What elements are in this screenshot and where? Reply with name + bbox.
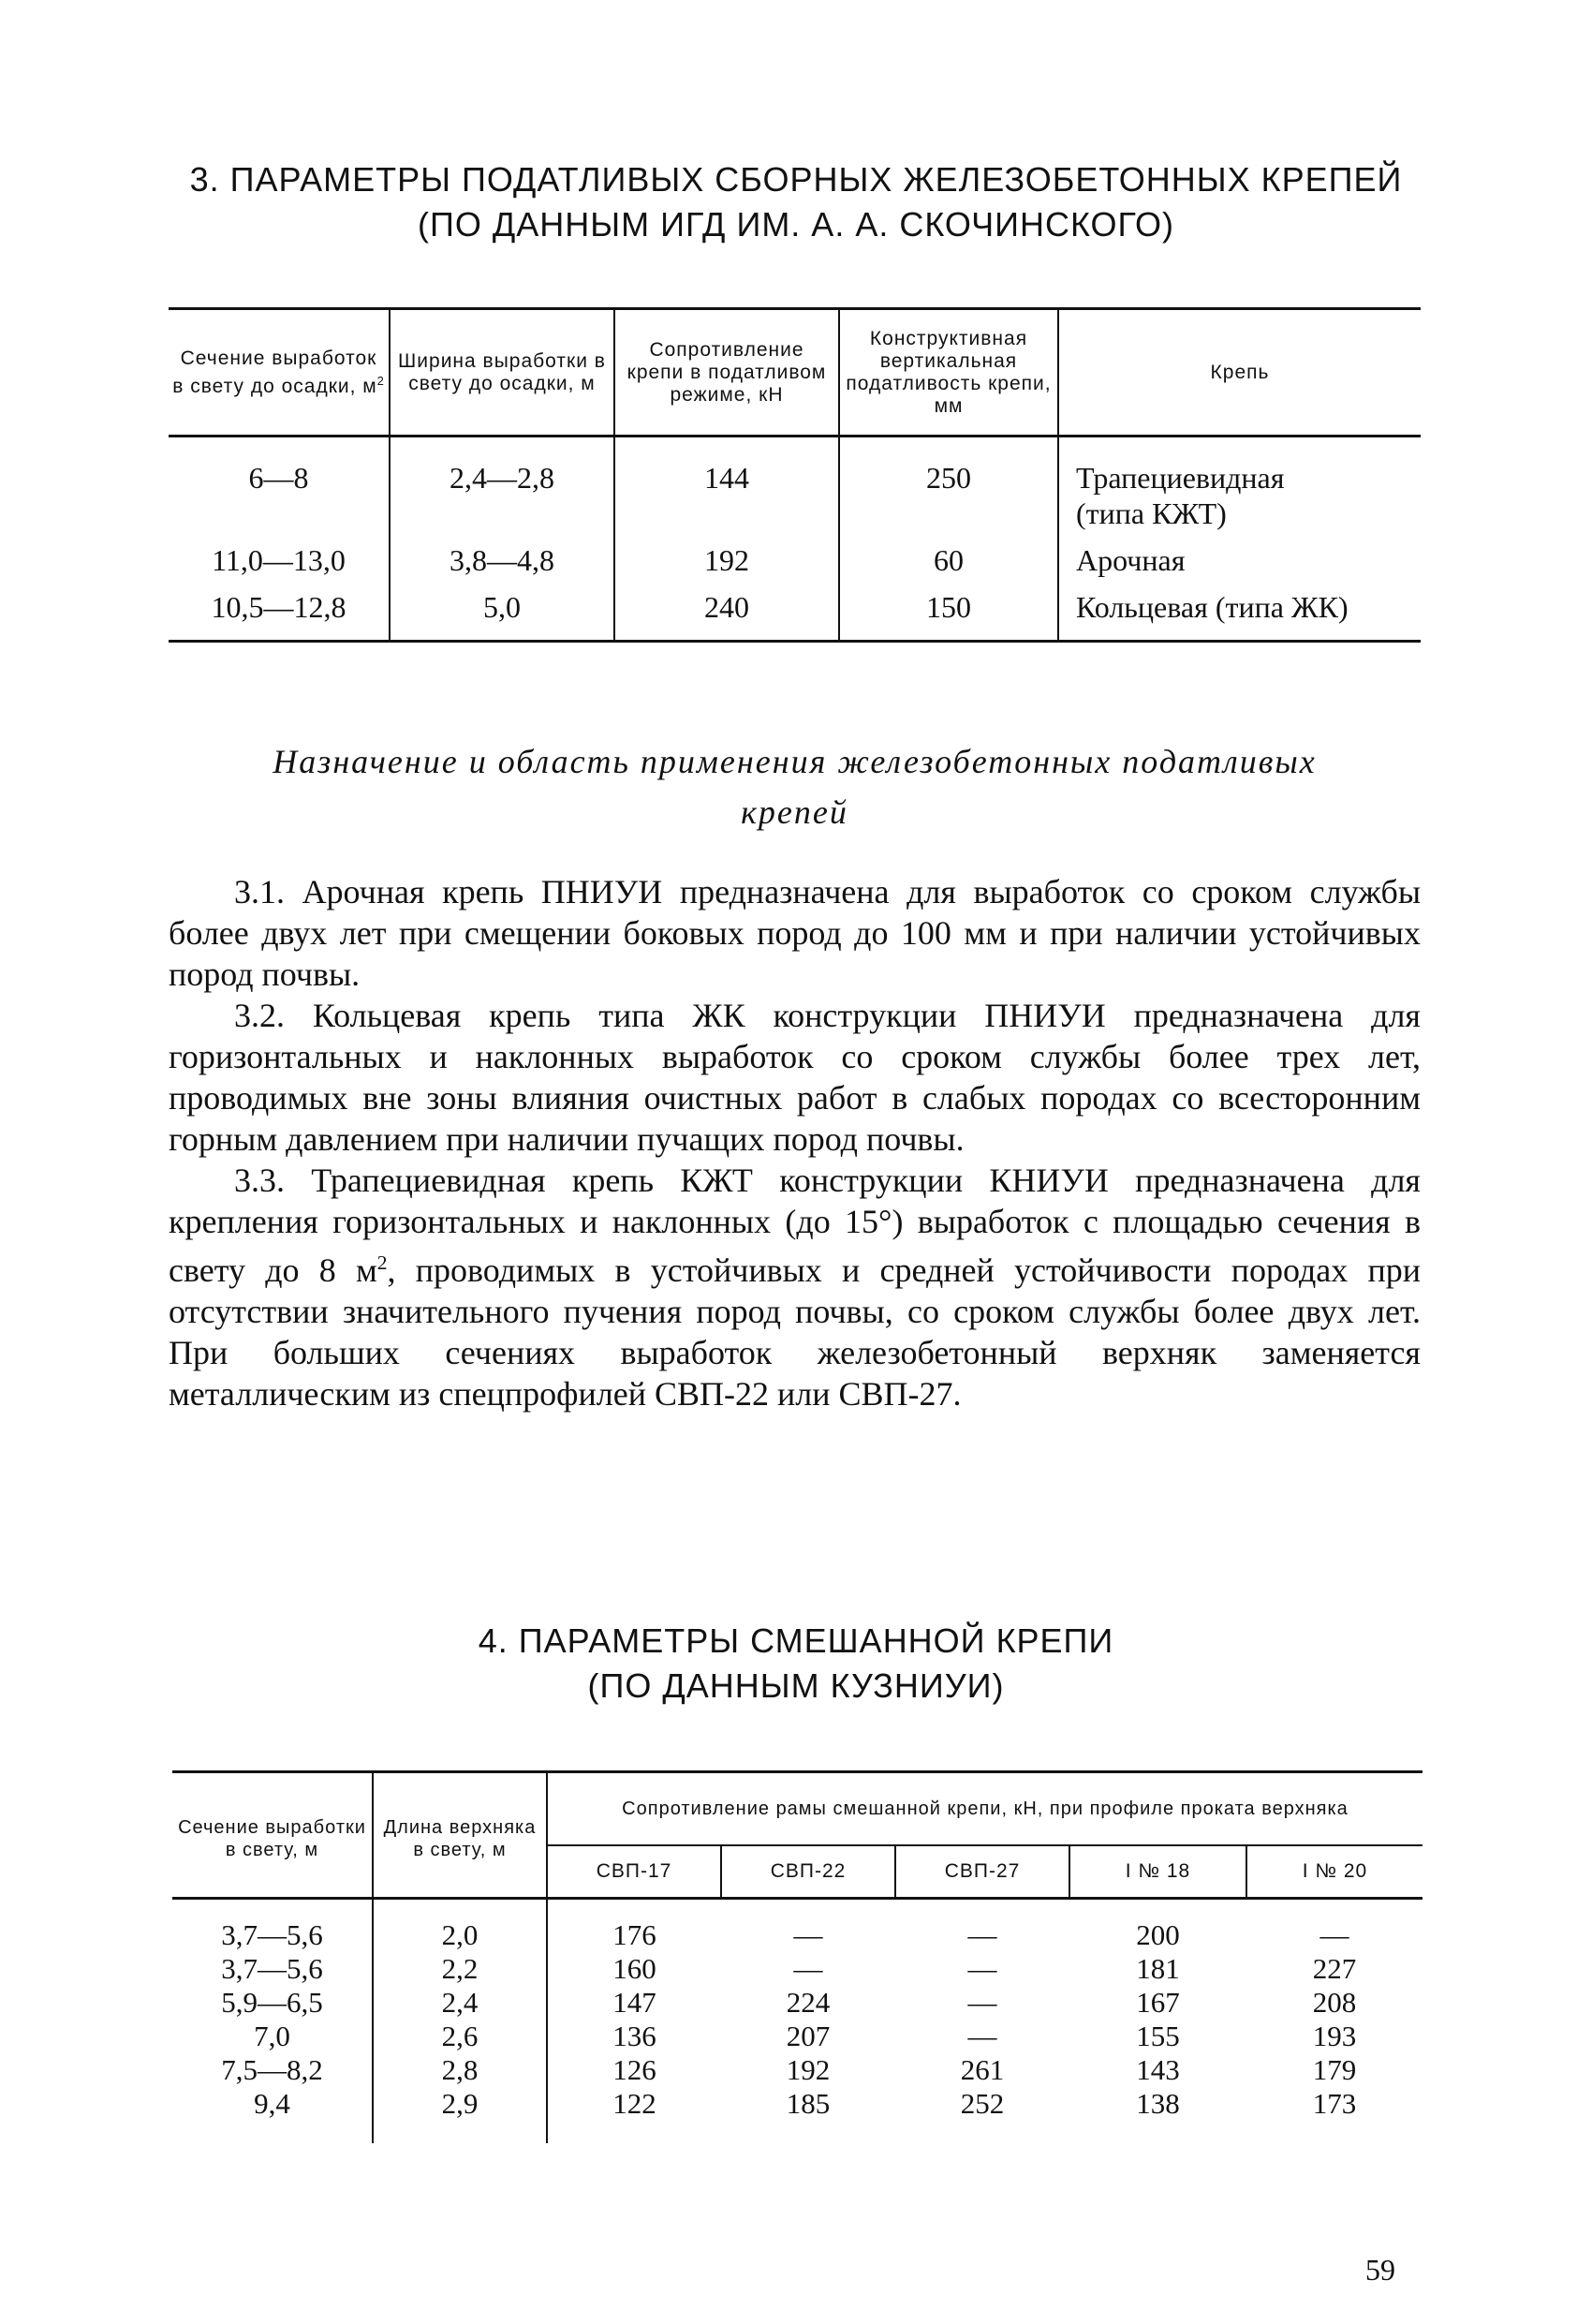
cell-width: 5,0: [390, 578, 614, 642]
cell: 7,5—8,2: [221, 2053, 323, 2086]
purpose-heading-line1: Назначение и область применения железобетонных податливых: [273, 743, 1317, 780]
table-row: [169, 578, 1421, 642]
cell: 207: [786, 2020, 831, 2052]
cell: —: [967, 1952, 997, 1985]
section4-title-line1: 4. ПАРАМЕТРЫ СМЕШАННОЙ КРЕПИ: [478, 1621, 1114, 1660]
table-row: [172, 1952, 1422, 1986]
cell: 181: [1136, 1952, 1180, 1985]
cell-section: 11,0—13,0: [212, 543, 346, 577]
header-width: Ширина выработки в свету до осадки, м: [390, 309, 614, 437]
table-row: [172, 2053, 1422, 2087]
header-resistance: Сопротивление крепи в податливом режиме, кН: [614, 309, 839, 437]
header-support-type: Крепь: [1058, 309, 1421, 437]
section4-title: [140, 1619, 1452, 1709]
section3-title-line1: 3. ПАРАМЕТРЫ ПОДАТЛИВЫХ СБОРНЫХ ЖЕЛЕЗОБЕТОННЫХ КРЕПЕЙ: [189, 160, 1403, 199]
cell-resistance: 192: [614, 531, 839, 578]
cell-support-type: Кольцевая (типа ЖК): [1058, 578, 1421, 642]
cell-section: 6—8: [248, 461, 309, 495]
cell: 2,9: [373, 2087, 547, 2143]
cell: —: [793, 1952, 823, 1985]
cell: 2,2: [373, 1952, 547, 1986]
cell: 2,8: [373, 2053, 547, 2087]
section4-title-line2: (ПО ДАННЫМ КУЗНИУИ): [587, 1666, 1005, 1705]
cell: 2,4: [373, 1986, 547, 2020]
table-row: [172, 2087, 1422, 2143]
cell: 138: [1136, 2087, 1180, 2120]
cell: 208: [1312, 1986, 1357, 2019]
cell: —: [967, 1986, 997, 2019]
page-number: 59: [1365, 2253, 1395, 2287]
cell: 192: [786, 2053, 831, 2086]
cell: —: [967, 1918, 997, 1951]
cell-section: 10,5—12,8: [211, 590, 346, 624]
table-header-row: [172, 1772, 1422, 1846]
paragraph-3-3: 3.3. Трапециевидная крепь КЖТ конструкции КНИУИ предназначена для крепления горизонтальных и наклонных (до 15°) выработок с площадью сечения в свету до 8 $м^2$, проводимых в устойчивых и средней устойчивости породах при отсутствии значительного пучения пород почвы, со сроком службы более двух лет. При больших сечениях выработок железобетонный верхняк заменяется металлическим из спецпрофилей СВП-22 или СВП-27.: [169, 1162, 1421, 1413]
cell-yield: 150: [839, 578, 1058, 642]
table-header-row: [169, 309, 1421, 437]
cell: 143: [1136, 2053, 1180, 2086]
subheader-i20: I № 20: [1246, 1845, 1422, 1899]
cell: 224: [786, 1986, 831, 2019]
cell-yield: 250: [839, 437, 1058, 532]
cell: 5,9—6,5: [221, 1986, 323, 2019]
paragraph-3-2: 3.2. Кольцевая крепь типа ЖК конструкции ПНИУИ предназначена для горизонтальных и наклонных выработок со сроком службы более трех лет, проводимых вне зоны влияния очистных работ в слабых породах со всесторонним горным давлением при наличии пучащих пород почвы.: [169, 997, 1421, 1158]
subheader-svp22: СВП-22: [721, 1845, 895, 1899]
support-type-line2: (типа КЖТ): [1076, 496, 1227, 530]
cell: 193: [1312, 2020, 1357, 2052]
section3-title: [140, 157, 1452, 247]
purpose-heading: [169, 736, 1421, 837]
cell: 126: [547, 2053, 721, 2087]
cell: 3,7—5,6: [221, 1918, 323, 1951]
cell: —: [793, 1918, 823, 1951]
subheader-svp27: СВП-27: [895, 1845, 1069, 1899]
cell: 9,4: [254, 2087, 290, 2120]
cell: 252: [960, 2087, 1005, 2120]
cell-resistance: 144: [614, 437, 839, 532]
cell: —: [967, 2020, 997, 2052]
cell: 147: [547, 1986, 721, 2020]
cell: 185: [786, 2087, 831, 2120]
cell-support-type: [1058, 437, 1421, 532]
purpose-heading-line2: крепей: [741, 793, 848, 831]
cell: 2,0: [373, 1899, 547, 1953]
cell: 227: [1312, 1952, 1357, 1985]
cell: 2,6: [373, 2020, 547, 2053]
table-row: [169, 437, 1421, 532]
header-frame-resistance: Сопротивление рамы смешанной крепи, кН, при профиле проката верхняка: [547, 1772, 1422, 1846]
header-section-area: Сечение выработок в свету до осадки, $м^2$: [172, 347, 385, 397]
cell: 173: [1312, 2087, 1357, 2120]
subheader-i18: I № 18: [1069, 1845, 1246, 1899]
table-row: [172, 1899, 1422, 1953]
table-row: [172, 2020, 1422, 2053]
cell-yield: 60: [839, 531, 1058, 578]
cell: —: [1319, 1918, 1349, 1951]
cell: 136: [547, 2020, 721, 2053]
cell: 3,7—5,6: [221, 1952, 323, 1985]
subheader-svp17: СВП-17: [547, 1845, 721, 1899]
body-text: [169, 871, 1421, 1414]
cell: 176: [547, 1899, 721, 1953]
header-cap-length: Длина верхняка в свету, м: [373, 1772, 547, 1899]
cell-resistance: 240: [614, 578, 839, 642]
cell: 261: [960, 2053, 1005, 2086]
cell-support-type: Арочная: [1058, 531, 1421, 578]
cell: 160: [547, 1952, 721, 1986]
cell: 122: [547, 2087, 721, 2143]
cell-width: 2,4—2,8: [390, 437, 614, 532]
support-parameters-table: [169, 307, 1421, 643]
support-type-line1: Трапециевидная: [1076, 461, 1285, 495]
cell-width: 3,8—4,8: [390, 531, 614, 578]
header-yield: Конструктивная вертикальная податливость крепи, мм: [839, 309, 1058, 437]
paragraph-3-1: 3.1. Арочная крепь ПНИУИ предназначена для выработок со сроком службы более двух лет при смещении боковых пород до 100 мм и при наличии устойчивых пород почвы.: [169, 873, 1421, 993]
header-section: Сечение выработки в свету, м: [178, 1817, 366, 1860]
cell: 7,0: [254, 2020, 290, 2052]
table-row: [172, 1986, 1422, 2020]
table-row: [169, 531, 1421, 578]
cell: 155: [1136, 2020, 1180, 2052]
cell: 167: [1136, 1986, 1180, 2019]
section3-title-line2: (ПО ДАННЫМ ИГД ИМ. А. А. СКОЧИНСКОГО): [417, 205, 1175, 244]
mixed-support-table: [172, 1770, 1422, 2143]
cell: 179: [1312, 2053, 1357, 2086]
cell: 200: [1136, 1918, 1180, 1951]
